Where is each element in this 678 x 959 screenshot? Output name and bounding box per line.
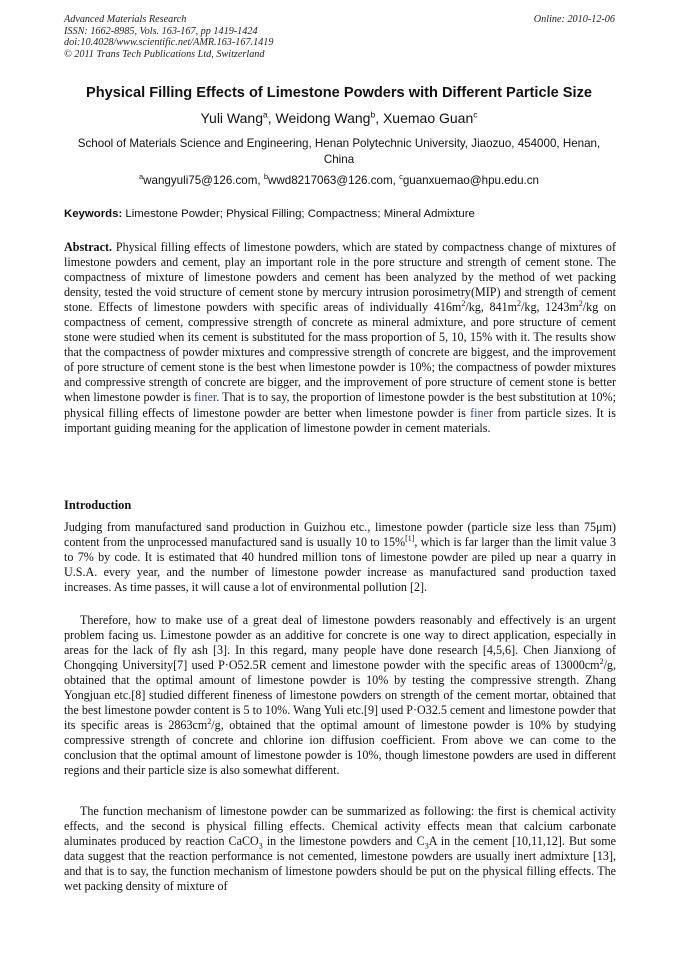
author-affil-mark: a	[262, 109, 268, 120]
email-separator: ,	[257, 174, 264, 187]
abstract-text: Physical filling effects of limestone powders, which are stated by compactness change of mixtures of limestone powders and cement, play an important role in the pore structure and strength of cement stone. The compactness of mixture of limestone powders and cement has been analyzed by the method of wet packing density, tested the void structure of cement stone by mercury intrusion porosimetry(MIP) and strength of cement stone. Effects of limestone powders with specific areas of individually 416m	[64, 240, 616, 315]
author-name: Xuemao Guan	[382, 110, 474, 126]
email-address[interactable]: wwd8217063@126.com	[268, 174, 393, 187]
superscript: 2	[461, 299, 466, 309]
abstract-text: from particle sizes. It is important guiding meaning for the application of limestone powder in cement materials.	[64, 405, 616, 435]
paragraph-text: Therefore, how to make use of a great deal of limestone powders reasonably and effectively is an urgent problem facing us. Limestone powder as an additive for concrete is one way to direct application, especially in areas for the lack of fly ash [3]. In this regard, many people have done research [4,5,6]. Chen Jianxiong of Chongqing University[7] used P·O52.5R cement and limestone powder with the specific areas of 13000cm	[64, 613, 616, 673]
email-address[interactable]: wangyuli75@126.com	[143, 174, 258, 187]
superscript: 2	[517, 299, 522, 309]
keywords-text: Limestone Powder; Physical Filling; Compactness; Mineral Admixture	[125, 208, 475, 220]
email-mark: c	[399, 172, 403, 182]
issn-line: ISSN: 1662-8985, Vols. 163-167, pp 1419-1424	[64, 25, 258, 37]
highlighted-word: finer	[194, 390, 217, 405]
paragraph-text: The function mechanism of limestone powder can be summarized as following: the first is chemical activity effects, and the second is physical filling effects. Chemical activity effects mean that calcium carbonate aluminates produced by reaction CaCO	[64, 804, 616, 849]
section-heading-introduction: Introduction	[64, 498, 132, 512]
intro-paragraph-2	[64, 613, 616, 779]
paragraph-text: in the limestone powders and C	[262, 834, 425, 849]
abstract-text: /kg on compactness of cement, compressive strength of concrete as mineral admixture, and pore structure of cement stone were studied when its cement is substituted for the mass proportion of 5, 10, 15% with it. The results show that the compactness of powder mixtures and compressive strength of concrete are biggest, and the improvement of pore structure of cement stone is the best when limestone powder is 10%; the compactness of powder mixtures and compressive strength of concrete are bigger, and the improvement of pore structure of cement stone is better when limestone powder is	[64, 300, 616, 405]
superscript: 2	[578, 299, 583, 309]
author-name: Weidong Wang	[275, 110, 371, 126]
email-mark: a	[138, 172, 144, 182]
email-address[interactable]: guanxuemao@hpu.edu.cn	[402, 174, 539, 187]
author-name: Yuli Wang	[200, 110, 263, 126]
abstract	[64, 240, 616, 436]
author-affil-mark: c	[473, 109, 478, 120]
abstract-text: . That is to say, the proportion of limestone powder is the best substitution at 10%; physical filling effects of limestone powder are better when limestone powder is	[64, 390, 616, 420]
subscript: 3	[258, 841, 263, 851]
subscript: 3	[424, 841, 429, 851]
author-affil-mark: b	[370, 109, 376, 120]
keywords-label: Keywords:	[64, 208, 123, 220]
abstract-text: /kg, 841m	[465, 300, 518, 315]
intro-paragraph-3	[64, 804, 616, 894]
author-separator: ,	[375, 110, 383, 126]
abstract-text: /kg, 1243m	[521, 300, 579, 315]
journal-name: Advanced Materials Research	[64, 14, 187, 25]
highlighted-word: finer	[470, 405, 493, 420]
paper-title: Physical Filling Effects of Limestone Powders with Different Particle Size	[85, 85, 593, 101]
online-date: Online: 2010-12-06	[533, 14, 615, 25]
author-separator: ,	[267, 110, 276, 126]
author-list	[40, 109, 638, 127]
superscript: 2	[207, 717, 212, 727]
copyright-line: © 2011 Trans Tech Publications Ltd, Switzerland	[64, 48, 265, 60]
email-list	[40, 173, 638, 188]
superscript: 2	[599, 657, 604, 667]
citation-ref: [1]	[405, 534, 415, 544]
abstract-label: Abstract.	[64, 240, 113, 254]
intro-paragraph-1	[64, 520, 616, 595]
paragraph-text: Judging from manufactured sand production in Guizhou etc., limestone powder (particle size less than 75μm) content from the unprocessed manufactured sand is usually 10 to 15%	[64, 520, 616, 550]
keywords	[64, 207, 616, 222]
email-separator: ,	[392, 174, 400, 187]
paragraph-text: A in the cement [10,11,12]. But some data suggest that the reaction performance is not cemented, limestone powders are usually inert admixture [13], and that is to say, the function mechanism of limestone powders should be put on the physical filling effects. The wet packing density of mixture of	[64, 834, 616, 894]
affiliation: School of Materials Science and Engineering, Henan Polytechnic University, Jiaozuo, 454000, Henan, China	[77, 137, 601, 166]
journal-header	[64, 14, 273, 60]
paragraph-text: /g, obtained that the optimal amount of limestone powder is 10% by studying compressive strength of concrete and chlorine ion diffusion coefficient. From above we can come to the conclusion that the optimal amount of limestone powder is 10%, though limestone powders are used in different regions and their particle size is also somewhat different.	[64, 718, 616, 778]
email-mark: b	[263, 172, 269, 182]
paragraph-text: /g, obtained that the optimal amount of limestone powder is 10% by testing the compressive strength. Zhang Yongjuan etc.[8] studied different fineness of limestone powders on strength of the cement mortar, obtained that the best limestone powder content is 5 to 10%. Wang Yuli etc.[9] used P·O32.5 cement and limestone powder that its specific areas is 2863cm	[64, 658, 616, 733]
doi-line: doi:10.4028/www.scientific.net/AMR.163-167.1419	[64, 37, 274, 49]
paragraph-text: , which is far larger than the limit value 3 to 7% by code. It is estimated that 40 hundred million tons of limestone powder are piled up near a quarry in U.S.A. every year, and the number of limestone powder increase as manufactured sand production taxed increases. As time passes, it will cause a lot of environmental pollution [2].	[64, 535, 616, 595]
